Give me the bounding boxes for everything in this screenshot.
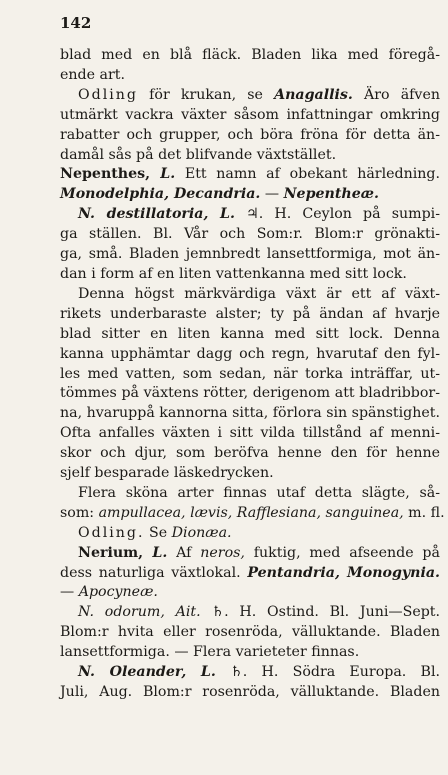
- text-segment: ga, små. Bladen jemnbredt lansettformiga, mot än-: [60, 246, 440, 263]
- text-segment: för krukan, se: [138, 86, 275, 103]
- text-segment: Nerium,: [78, 544, 144, 561]
- text-line: [60, 365, 440, 385]
- text-segment: ♄. H. Södra Europa. Bl.: [215, 664, 440, 681]
- text-line: [60, 66, 440, 86]
- text-line: [60, 165, 440, 185]
- text-segment: Anagallis.: [274, 86, 353, 103]
- text-segment: skor och djur, som beröfva henne den för henne: [60, 445, 440, 462]
- text-segment: sjelf besparade läskedrycken.: [60, 465, 274, 482]
- text-segment: —: [260, 186, 284, 203]
- text-line: [60, 126, 440, 146]
- text-segment: na, hvaruppå kannorna sitta, förlora sin spänstighet.: [60, 405, 440, 422]
- text-segment: Se: [144, 524, 172, 541]
- text-segment: Nepenthes,: [60, 166, 151, 183]
- text-line: [60, 345, 440, 365]
- text-segment: ampullacea, lævis, Rafflesiana, sanguinea,: [98, 504, 404, 521]
- text-segment: N. odorum, Ait.: [78, 604, 201, 621]
- text-segment: Nepentheæ.: [283, 186, 379, 203]
- text-segment: les med vatten, som sedan, när torka inträffar, ut-: [60, 365, 440, 382]
- text-line: [60, 603, 440, 623]
- text-line: [60, 424, 440, 444]
- text-line: [60, 404, 440, 424]
- text-line: [60, 384, 440, 404]
- text-line: [60, 444, 440, 464]
- text-line: [60, 205, 440, 225]
- text-segment: fuktig, med afseende på: [244, 544, 440, 561]
- text-segment: utmärkt vackra växter såsom infattningar omkring: [60, 106, 440, 123]
- text-line: [60, 524, 440, 544]
- text-line: [60, 623, 440, 643]
- text-segment: Äro äfven: [352, 86, 440, 103]
- text-line: [60, 504, 445, 524]
- text-line: [60, 663, 440, 683]
- text-segment: kanna upphämtar dagg och regn, hvarutaf den fyl-: [60, 345, 440, 362]
- text-line: [60, 464, 440, 484]
- text-line: [60, 643, 440, 663]
- text-line: [60, 305, 440, 325]
- text-line: [60, 484, 440, 504]
- text-line: [60, 86, 440, 106]
- text-line: [60, 146, 440, 166]
- text-segment: Flera sköna arter finnas utaf detta slägte, så-: [78, 484, 440, 501]
- text-line: [60, 225, 440, 245]
- text-segment: N. destillatoria, L.: [78, 206, 235, 223]
- text-segment: L.: [143, 544, 168, 561]
- text-segment: Odling: [78, 86, 139, 103]
- text-segment: blad sitter en liten kanna med sitt lock. Denna: [60, 325, 440, 342]
- text-segment: damål sås på det blifvande växtstället.: [60, 146, 337, 163]
- text-line: [60, 106, 440, 126]
- text-line: [60, 185, 440, 205]
- text-segment: dan i form af en liten vattenkanna med sitt lock.: [60, 265, 407, 282]
- text-line: [60, 683, 440, 703]
- text-segment: rikets underbaraste alster; ty på ändan af hvarje: [60, 305, 440, 322]
- text-line: [60, 544, 440, 564]
- text-segment: Monodelphia, Decandria.: [60, 186, 261, 203]
- text-segment: N. Oleander, L.: [78, 664, 216, 681]
- text-segment: Ett namn af obekant härledning.: [175, 166, 440, 183]
- text-segment: Juli, Aug. Blom:r rosenröda, välluktande. Bladen: [60, 684, 440, 700]
- text-segment: —: [60, 584, 79, 601]
- text-line: [60, 564, 440, 584]
- text-segment: som:: [60, 504, 99, 521]
- text-line: [60, 325, 440, 345]
- text-line: [60, 265, 440, 285]
- text-segment: Ofta anfalles växten i sitt vilda tillstånd af menni-: [60, 425, 440, 442]
- text-segment: neros,: [200, 544, 245, 561]
- text-segment: dess naturliga växtlokal.: [60, 564, 248, 581]
- text-segment: L.: [150, 166, 176, 183]
- body-text: [60, 46, 445, 703]
- text-segment: ga ställen. Bl. Vår och Som:r. Blom:r grönakti-: [60, 226, 440, 243]
- text-segment: ende art.: [60, 66, 125, 83]
- text-segment: lansettformiga. — Flera varieteter finnas.: [60, 644, 360, 661]
- text-segment: blad med en blå fläck. Bladen lika med föregå-: [60, 47, 440, 63]
- text-segment: ♃. H. Ceylon på sumpi-: [234, 206, 440, 223]
- text-segment: Blom:r hvita eller rosenröda, välluktande. Bladen: [60, 624, 440, 641]
- text-segment: Pentandria, Monogynia.: [247, 564, 440, 581]
- text-line: [60, 583, 440, 603]
- page-number: 142: [60, 14, 92, 32]
- text-line: [60, 46, 440, 66]
- text-segment: tömmes på växtens rötter, derigenom att bladribbor-: [60, 385, 440, 402]
- text-segment: Af: [167, 544, 201, 561]
- text-segment: Dionæa.: [171, 524, 232, 541]
- text-segment: rabatter och grupper, och böra fröna för detta än-: [60, 126, 440, 143]
- text-segment: Apocyneæ.: [78, 584, 158, 601]
- text-line: [60, 245, 440, 265]
- text-segment: m. fl.: [403, 504, 445, 521]
- text-segment: ♄. H. Ostind. Bl. Juni—Sept.: [200, 604, 441, 621]
- text-segment: Denna högst märkvärdiga växt är ett af växt-: [78, 285, 440, 302]
- text-segment: Odling.: [78, 524, 145, 541]
- text-line: [60, 285, 440, 305]
